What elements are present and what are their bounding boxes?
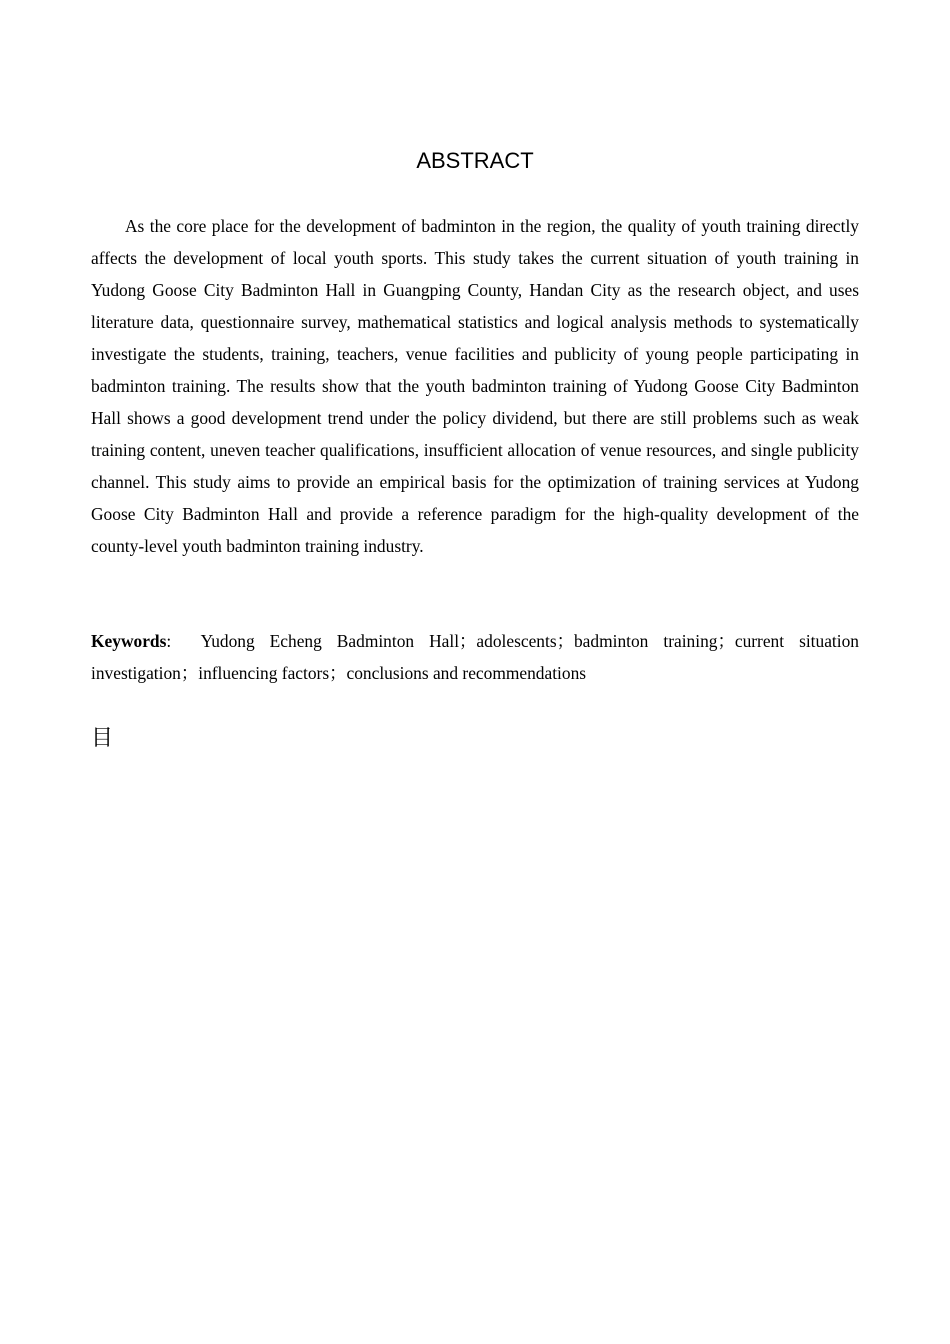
toc-heading: 目 bbox=[91, 726, 114, 751]
abstract-body: As the core place for the development of badminton in the region, the quality of youth training directly affects the development of local youth sports. This study takes the current situation of youth training in Yudong Goose City Badminton Hall in Guangping County, Handan City as the research object, and uses literature data, questionnaire survey, mathematical statistics and logical analysis methods to systematically investigate the students, training, teachers, venue facilities and publicity of young people participating in badminton training. The results show that the youth badminton training of Yudong Goose City Badminton Hall shows a good development trend under the policy dividend, but there are still problems such as weak training content, uneven teacher qualifications, insufficient allocation of venue resources, and single publicity channel. This study aims to provide an empirical basis for the optimization of training services at Yudong Goose City Badminton Hall and provide a reference paradigm for the high-quality development of the county-level youth badminton training industry. bbox=[91, 216, 859, 556]
keywords-text: Yudong Echeng Badminton Hall；adolescents；badminton training；current situation investigation；influencing factors；conclusions and recommendations bbox=[91, 631, 859, 683]
abstract-title: ABSTRACT bbox=[416, 148, 534, 173]
keywords-label: Keywords bbox=[91, 631, 167, 651]
keywords-separator: : bbox=[166, 631, 172, 651]
keywords-paragraph bbox=[91, 625, 859, 689]
